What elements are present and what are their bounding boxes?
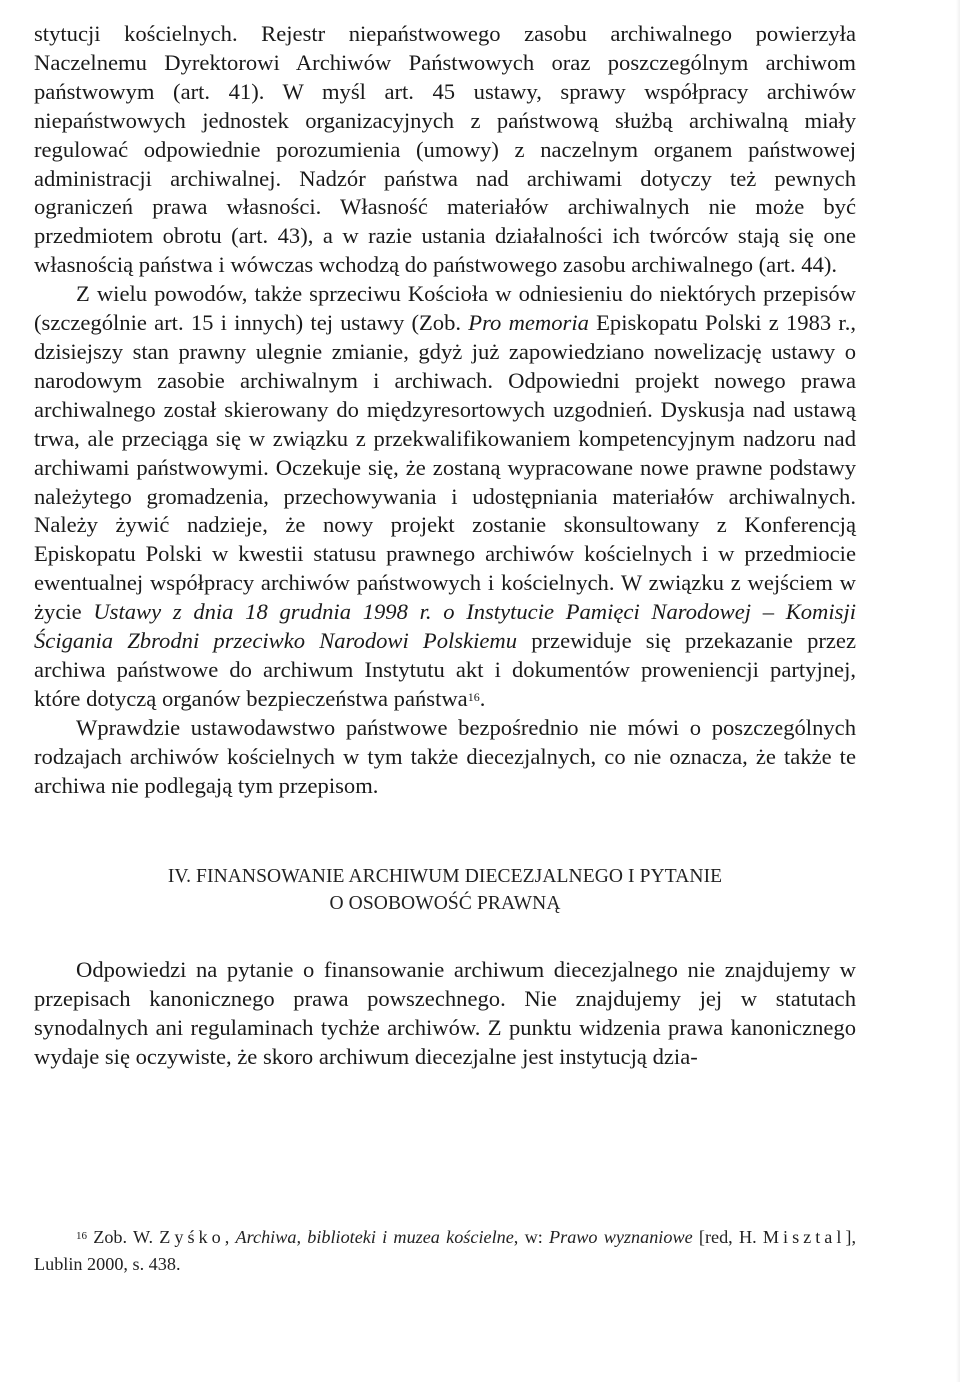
paragraph-text: stytucji kościelnych. Rejestr niepaństwowego zasobu archiwalnego powierzyła Naczelnemu Dyrektorowi Archiwów Państwowych oraz poszczególnym archiwom państwowym (art. 41). W myśl art. 45 ustawy, sprawy współpracy archiwów niepaństwowych jednostek organizacyjnych z państwową służbą archiwalną miały regulować odpowiednie porozumienia (umowy) z naczelnym organem państwowej administracji archiwalnej. Nadzór państwa nad archiwami dotyczy też pewnych ograniczeń prawa własności. Własność materiałów archiwalnych nie może być przedmiotem obrotu (art. 43), a w razie ustania działalności ich twórców stają się one własnością państwa i wówczas wchodzą do państwowego zasobu archiwalnego (art. 44). — [34, 21, 856, 278]
main-text — [34, 20, 856, 1072]
footnote-title: Archiwa, biblioteki i muzea kościelne — [235, 1227, 514, 1247]
footnote-text: ], Lublin 2000, s. 438. — [34, 1227, 857, 1274]
footnote-text: [red, H. — [692, 1227, 763, 1247]
footnote-text: Zob. W. — [87, 1227, 160, 1247]
paragraph-text: . — [479, 685, 486, 711]
paragraph-diocesan-archives — [34, 714, 856, 801]
section-heading — [34, 863, 856, 917]
footnote-text: , — [224, 1227, 236, 1247]
paragraph-text: Wprawdzie ustawodawstwo państwowe bezpośrednio nie mówi o poszczególnych rodzajach archiwów kościelnych w tym także diecezjalnych, co nie oznacza, że także te archiwa nie podlegają tym przepisom. — [34, 714, 856, 798]
paragraph-law-amendment — [34, 280, 856, 714]
scan-edge-shadow — [956, 0, 960, 1382]
section-heading-line-2: O OSOBOWOŚĆ PRAWNĄ — [329, 893, 561, 915]
paragraph-financing — [34, 956, 856, 1072]
paragraph-text: Episkopatu Polski z 1983 r., dzisiejszy stan prawny ulegnie zmianie, gdyż już zapowiedziano nowelizację ustawy o narodowym zasobie archiwalnym i archiwach. Odpowiedni projekt nowego prawa archiwalnego został skierowany do międzyresortowych uzgodnień. Dyskusja nad ustawą trwa, ale przeciąga się w związku z przekwalifikowaniem kompetencyjnym nadzoru nad archiwami państwowymi. Oczekuje się, że zostaną wypracowane nowe prawne podstawy należytego gromadzenia, przechowywania i udostępniania materiałów archiwalnych. Należy żywić nadzieje, że nowy projekt zostanie skonsultowany z Konferencją Episkopatu Polski w kwestii statusu prawnego archiwów kościelnych i w przedmiocie ewentualnej współpracy archiwów państwowych i kościelnych. W związku z wejściem w życie — [34, 310, 856, 625]
footnote-16 — [34, 1224, 856, 1278]
section-heading-line-1: IV. FINANSOWANIE ARCHIWUM DIECEZJALNEGO I PYTANIE — [167, 866, 723, 888]
footnote-text: , w: — [513, 1227, 549, 1247]
footnote-title: Prawo wyznaniowe — [549, 1227, 693, 1247]
footnote-author: Zyśko — [159, 1227, 225, 1247]
italic-title: Pro memoria — [468, 310, 589, 336]
italic-title: Ustawy z dnia 18 grudnia 1998 r. o Instytucie Pamięci Narodowej – Komisji Ścigania Zbrodni przeciwko Narodowi Polskiemu — [34, 599, 856, 654]
paragraph-text: przewiduje się przekazanie przez archiwa państwowe do archiwum Instytutu akt i dokumentów proweniencji partyjnej, które dotyczą organów bezpieczeństwa państwa — [34, 628, 856, 711]
paragraph-text: Odpowiedzi na pytanie o finansowanie archiwum diecezjalnego nie znajdujemy w przepisach kanonicznego prawa powszechnego. Nie znajdujemy jej w statutach synodalnych ani regulaminach tychże archiwów. Z punktu widzenia prawa kanonicznego wydaje się oczywiste, że skoro archiwum diecezjalne jest instytucją dzia- — [34, 957, 856, 1070]
footnote-number: 16 — [76, 1230, 87, 1242]
footnotes — [34, 1224, 856, 1278]
paragraph-continued — [34, 20, 856, 280]
footnote-reference: 16 — [467, 689, 480, 704]
footnote-editor: Misztal — [762, 1227, 846, 1247]
paragraph-text: Z wielu powodów, także sprzeciwu Kościoła w odniesieniu do niektórych przepisów (szczególnie art. 15 i innych) tej ustawy (Zob. — [34, 281, 856, 336]
